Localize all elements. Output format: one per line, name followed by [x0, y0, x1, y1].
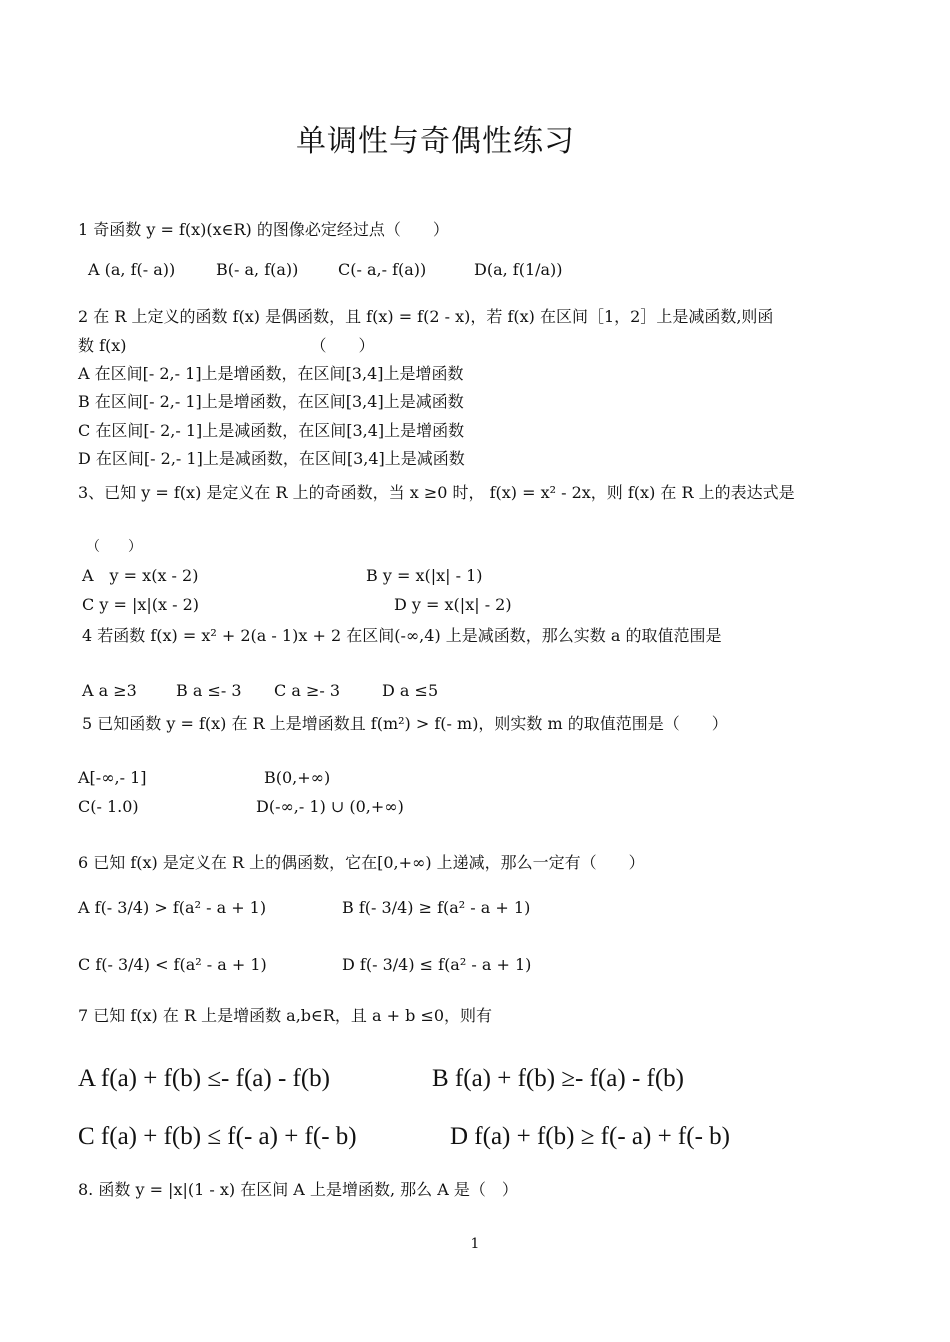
q6-option-b: B f(- 3/4) ≥ f(a² - a + 1)	[342, 898, 531, 917]
q6-option-a: A f(- 3/4) > f(a² - a + 1)	[78, 898, 267, 917]
question-4-stem: 4 若函数 f(x) = x² + 2(a - 1)x + 2 在区间(-∞,4) 上是减函数，那么实数 a 的取值范围是	[82, 626, 722, 645]
q4-option-b: B a ≤- 3	[176, 681, 242, 700]
q1-option-b: B(- a, f(a))	[216, 260, 299, 279]
q1-option-a: A (a, f(- a))	[88, 260, 176, 279]
q7-option-c: C f(a) + f(b) ≤ f(- a) + f(- b)	[78, 1123, 357, 1150]
q2-option-c: C 在区间[- 2,- 1]上是减函数，在区间[3,4]上是增函数	[78, 421, 465, 440]
q4-option-d: D a ≤5	[382, 681, 439, 700]
question-7-stem: 7 已知 f(x) 在 R 上是增函数 a,b∈R，且 a + b ≤0，则有	[78, 1006, 493, 1025]
q2-option-b: B 在区间[- 2,- 1]上是增函数，在区间[3,4]上是减函数	[78, 392, 464, 411]
q4-option-c: C a ≥- 3	[274, 681, 341, 700]
q5-option-a: A[-∞,- 1]	[78, 768, 147, 787]
q3-option-b: B y = x(|x| - 1)	[366, 566, 483, 585]
question-2-stem-line1: 2 在 R 上定义的函数 f(x) 是偶函数，且 f(x) = f(2 - x)，若 f(x) 在区间［1，2］上是减函数,则函	[78, 307, 774, 326]
q6-option-c: C f(- 3/4) < f(a² - a + 1)	[78, 955, 267, 974]
q2-option-d: D 在区间[- 2,- 1]上是减函数，在区间[3,4]上是减函数	[78, 449, 465, 468]
q3-option-d: D y = x(|x| - 2)	[394, 595, 512, 614]
question-1-stem: 1 奇函数 y = f(x)(x∈R) 的图像必定经过点（ ）	[78, 220, 449, 239]
q5-option-c: C(- 1.0)	[78, 797, 139, 816]
q6-option-d: D f(- 3/4) ≤ f(a² - a + 1)	[342, 955, 532, 974]
q1-option-c: C(- a,- f(a))	[338, 260, 427, 279]
q3-option-c: C y = |x|(x - 2)	[82, 595, 200, 614]
q7-option-a: A f(a) + f(b) ≤- f(a) - f(b)	[78, 1065, 330, 1092]
q3-option-a: A y = x(x - 2)	[82, 566, 199, 585]
q5-option-b: B(0,+∞)	[264, 768, 331, 787]
q4-option-a: A a ≥3	[82, 681, 137, 700]
q5-option-d: D(-∞,- 1) ∪ (0,+∞)	[256, 797, 404, 816]
q3-answer-paren: （ ）	[86, 539, 142, 555]
q1-option-d: D(a, f(1/a))	[474, 260, 563, 279]
question-2-stem-line2: 数 f(x) （ ）	[78, 336, 375, 355]
q2-option-a: A 在区间[- 2,- 1]上是增函数，在区间[3,4]上是增函数	[78, 364, 464, 383]
q7-option-b: B f(a) + f(b) ≥- f(a) - f(b)	[432, 1065, 684, 1092]
page-number: 1	[470, 1236, 480, 1252]
question-8-stem: 8. 函数 y = |x|(1 - x) 在区间 A 上是增函数, 那么 A 是（ ）	[78, 1180, 518, 1199]
q7-option-d: D f(a) + f(b) ≥ f(- a) + f(- b)	[450, 1123, 730, 1150]
question-5-stem: 5 已知函数 y = f(x) 在 R 上是增函数且 f(m²) > f(- m)，则实数 m 的取值范围是（ ）	[82, 714, 728, 733]
question-6-stem: 6 已知 f(x) 是定义在 R 上的偶函数，它在[0,+∞) 上递减，那么一定有（ ）	[78, 853, 645, 872]
question-3-stem: 3、已知 y = f(x) 是定义在 R 上的奇函数，当 x ≥0 时， f(x) = x² - 2x，则 f(x) 在 R 上的表达式是	[78, 483, 795, 502]
